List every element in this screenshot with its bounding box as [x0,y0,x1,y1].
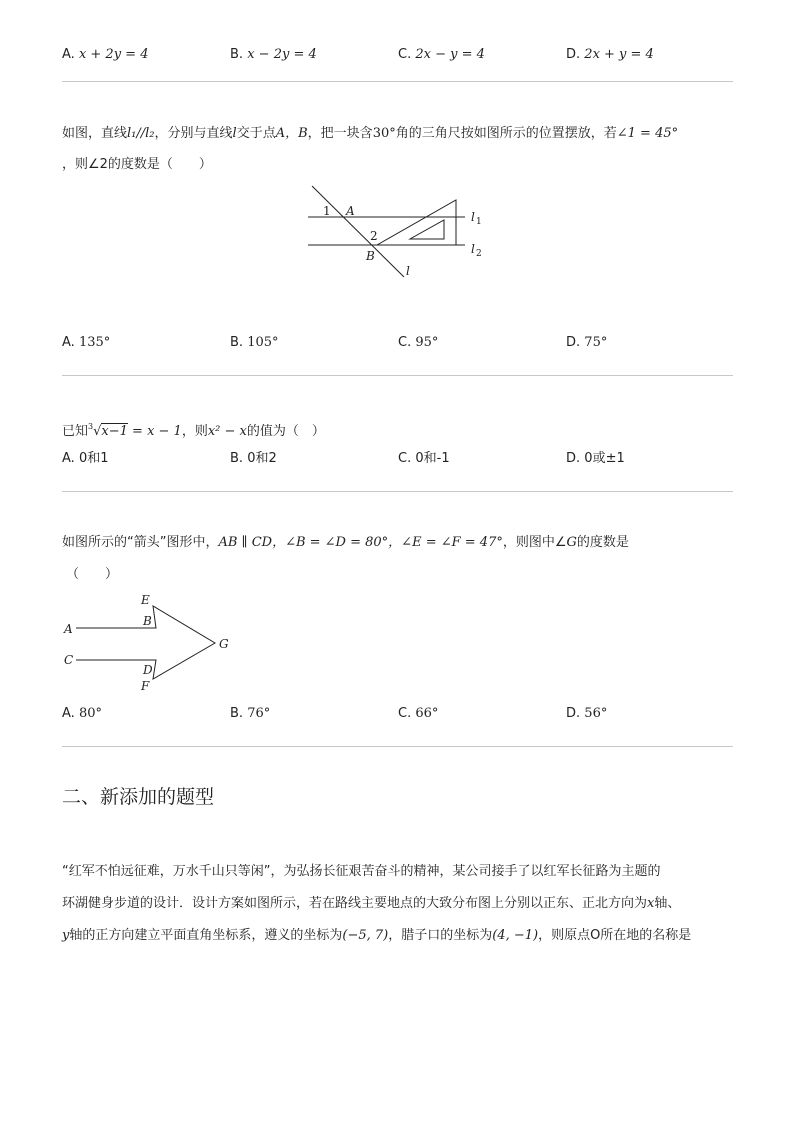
label-1: 1 [323,204,331,218]
option-a[interactable]: A. 0和1 [62,451,109,466]
divider [62,375,733,376]
label-a: A [346,204,355,218]
divider [62,491,733,492]
option-b[interactable]: B. 0和2 [230,451,277,466]
divider [62,81,733,82]
divider [62,746,733,747]
parallel-lines-figure [300,180,500,285]
label-d: D [143,663,153,677]
question-arrow-line1: 如图所示的“箭头”图形中，AB ∥ CD，∠B = ∠D = 80°，∠E = ∠F = 47°，则图中∠G的度数是 [62,535,629,550]
label-l1-sub: 1 [476,217,482,227]
option-d[interactable]: D. 2x + y = 4 [566,47,654,62]
option-b[interactable]: B. 105° [230,335,279,350]
label-l1: l [471,210,475,224]
question-angle-line1: 如图，直线l₁//l₂，分别与直线l交于点A，B，把一块含30°角的三角尺按如图所示的位置摆放，若∠1 = 45° [62,126,679,141]
label-2: 2 [370,229,378,243]
section2-text-line2: 环湖健身步道的设计．设计方案如图所示，若在路线主要地点的大致分布图上分别以正东、正北方向为x轴、 [62,896,681,911]
option-c[interactable]: C. 66° [398,706,439,721]
label-c: C [64,653,74,667]
option-d[interactable]: D. 75° [566,335,608,350]
label-f: F [141,679,150,693]
option-b[interactable]: B. x − 2y = 4 [230,47,317,62]
label-l2: l [471,242,475,256]
arrow-figure [60,588,240,696]
option-c[interactable]: C. 0和-1 [398,451,450,466]
label-b: B [143,614,152,628]
option-d[interactable]: D. 56° [566,706,608,721]
label-l: l [406,264,410,278]
question-root: 已知$^3$√x−1 = x − 1，则x² − x的值为（ ） [62,422,325,439]
question-angle-line2: ，则∠2的度数是（ ） [62,157,212,172]
section-heading: 二、新添加的题型 [62,786,215,808]
option-a[interactable]: A. 80° [62,706,102,721]
option-a[interactable]: A. 135° [62,335,111,350]
label-l2-sub: 2 [476,249,482,259]
label-a: A [64,622,73,636]
option-a[interactable]: A. x + 2y = 4 [62,47,149,62]
section2-text-line1: “红军不怕远征难，万水千山只等闲”，为弘扬长征艰苦奋斗的精神，某公司接手了以红军长征路为主题的 [62,864,661,879]
label-e: E [141,593,150,607]
section2-text-line3: y轴的正方向建立平面直角坐标系，遵义的坐标为(−5, 7)，腊子口的坐标为(4, −1)，则原点O所在地的名称是 [62,928,692,943]
label-g: G [219,637,229,651]
option-b[interactable]: B. 76° [230,706,271,721]
label-b: B [366,249,375,263]
option-c[interactable]: C. 2x − y = 4 [398,47,485,62]
option-d[interactable]: D. 0或±1 [566,451,625,466]
question-arrow-line2: （ ） [66,567,119,582]
option-c[interactable]: C. 95° [398,335,439,350]
line-l [312,186,404,277]
